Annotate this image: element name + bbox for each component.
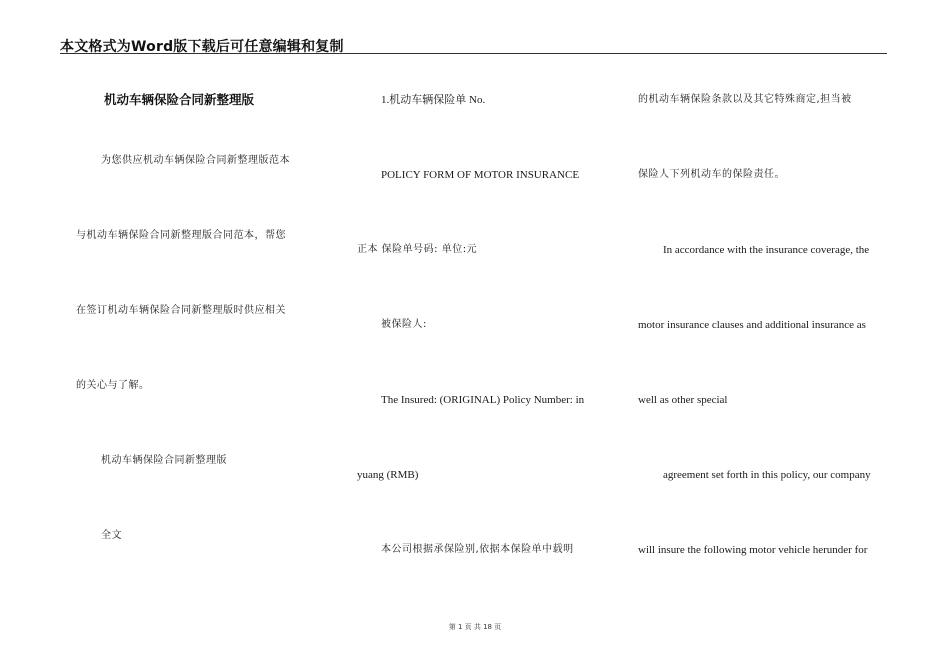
document-title: 机动车辆保险合同新整理版 [104,92,255,107]
body-line: yuang (RMB) [357,469,419,481]
body-line: 被保险人: [381,319,427,330]
body-line: motor insurance clauses and additional insurance as [638,319,866,331]
body-line: 机动车辆保险合同新整理版 [101,455,227,466]
body-line: well as other special [638,394,728,406]
body-line: 全文 [101,530,122,541]
body-line: 正本 保险单号码: 单位:元 [357,244,478,255]
body-line: The Insured: (ORIGINAL) Policy Number: in [381,394,585,406]
body-line: 本公司根据承保险别,依据本保险单中载明 [381,544,574,555]
banner-divider [60,53,887,54]
body-line: In accordance with the insurance coverage, the [663,244,870,256]
body-line: POLICY FORM OF MOTOR INSURANCE [381,169,580,181]
body-line: 的机动车辆保险条款以及其它特殊商定,担当被 [638,94,852,105]
body-line: 在签订机动车辆保险合同新整理版时供应相关 [76,305,286,316]
body-line: 与机动车辆保险合同新整理版合同范本，帮您 [76,230,286,241]
body-line: will insure the following motor vehicle herunder for [638,544,868,556]
body-line: 保险人下列机动车的保险责任。 [638,169,785,180]
body-line: 为您供应机动车辆保险合同新整理版范本 [101,155,290,166]
body-line: 的关心与了解。 [76,380,150,391]
body-line: agreement set forth in this policy, our company [663,469,871,481]
document-banner: 本文格式为Word版下载后可任意编辑和复制 [60,39,344,55]
page-number: 第 1 页 共 18 页 [448,623,502,631]
body-line: 1.机动车辆保险单 No. [381,94,486,106]
